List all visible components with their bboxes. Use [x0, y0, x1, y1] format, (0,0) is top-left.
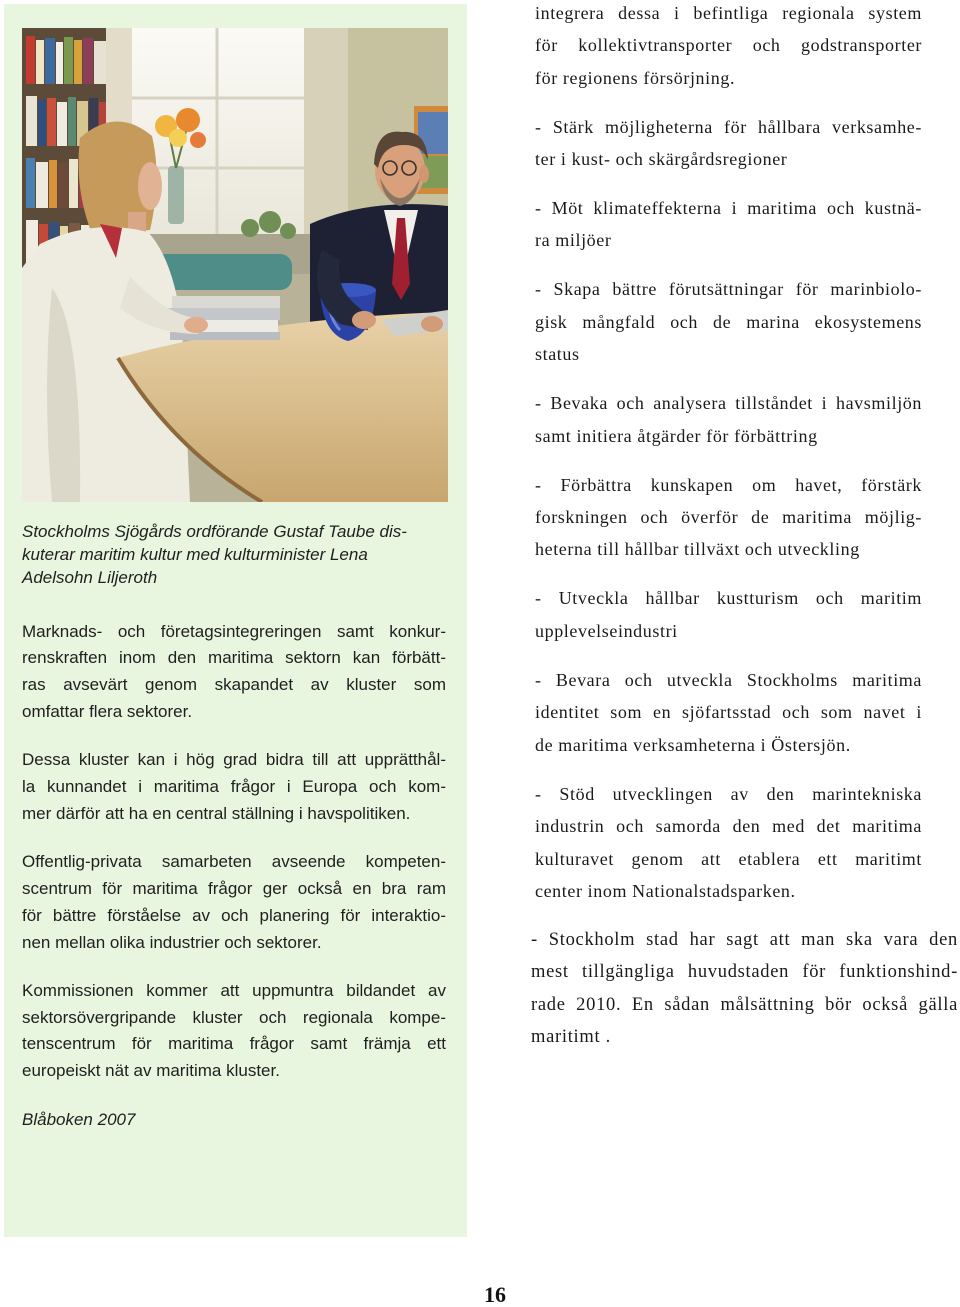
text-line: renskraften inom den maritima sektorn kan förbätt-	[22, 648, 446, 668]
list-item	[535, 664, 922, 761]
paragraph	[22, 978, 446, 1085]
list-item	[535, 387, 922, 452]
text-line: Dessa kluster kan i hög grad bidra till att upprätthål-	[22, 750, 446, 770]
book	[36, 162, 48, 208]
left-column-body	[22, 619, 446, 1134]
text-line: - Stöd utvecklingen av den marintekniska	[535, 783, 922, 804]
book	[56, 42, 63, 84]
text-line: - Stockholm stad har sagt att man ska vara den	[531, 929, 958, 950]
man-hand	[352, 311, 376, 329]
book	[74, 40, 82, 84]
text-line: - Möt klimateffekterna i maritima och kustnä-	[535, 198, 922, 219]
book	[68, 97, 76, 146]
paragraph	[535, 0, 922, 94]
list-item	[531, 924, 958, 1054]
book	[69, 159, 78, 208]
caption-line: kuterar maritim kultur med kulturminister Lena	[22, 544, 368, 564]
text-line: de maritima verksamheterna i Östersjön.	[535, 734, 851, 755]
text-line: industrin och samorda den med det maritima	[535, 816, 922, 837]
man-hand	[421, 316, 443, 332]
text-line: - Skapa bättre förutsättningar för marinbiolo-	[535, 279, 922, 300]
woman-face	[138, 162, 162, 210]
book	[57, 102, 67, 146]
text-line: ter i kust- och skärgårdsregioner	[535, 149, 788, 170]
text-line: sektorsövergripande kluster och regionala kompe-	[22, 1007, 446, 1027]
caption-line: Adelsohn Liljeroth	[22, 567, 158, 587]
books-row-1	[26, 36, 106, 84]
list-item	[535, 192, 922, 257]
caption-line: Stockholms Sjögårds ordförande Gustaf Taube dis-	[22, 521, 407, 541]
plant	[259, 211, 281, 233]
list-item	[535, 582, 922, 647]
list-item	[535, 273, 922, 370]
list-item	[535, 469, 922, 566]
book	[49, 160, 57, 208]
book	[172, 296, 280, 308]
text-line: - Utveckla hållbar kustturism och maritim	[535, 588, 922, 609]
text-line: scentrum för maritima frågor ger också en bra ram	[22, 878, 446, 898]
text-line: gisk mångfald och de marina ekosystemens	[535, 311, 922, 332]
paragraph	[22, 619, 446, 726]
book	[26, 158, 35, 208]
list-item	[535, 111, 922, 176]
text-line: nen mellan olika industrier och sektorer.	[22, 932, 322, 952]
text-line: - Förbättra kunskapen om havet, förstärk	[535, 474, 922, 495]
man-ear	[419, 165, 429, 183]
text-line: maritimt .	[531, 1027, 611, 1048]
source-citation: Blåboken 2007	[22, 1109, 136, 1129]
text-line: - Bevaka och analysera tillståndet i havsmiljön	[535, 393, 922, 414]
text-line: identitet som en sjöfartsstad och som navet i	[535, 702, 922, 723]
woman-hand	[184, 317, 208, 333]
text-line: Offentlig-privata samarbeten avseende kompeten-	[22, 852, 446, 872]
text-line: Kommissionen kommer att uppmuntra bildandet av	[22, 980, 446, 1000]
book	[47, 98, 56, 146]
book	[36, 40, 44, 84]
text-line: status	[535, 344, 580, 365]
vase	[168, 166, 184, 224]
text-line: för bättre förståelse av och planering för interaktio-	[22, 905, 446, 925]
meeting-photo	[22, 28, 448, 502]
text-line: tenscentrum för maritima frågor samt främja ett	[22, 1034, 446, 1054]
text-line: ra miljöer	[535, 230, 612, 251]
plant	[280, 223, 296, 239]
paragraph	[22, 747, 446, 827]
flower	[169, 129, 187, 147]
book	[83, 38, 93, 84]
text-line: heterna till hållbar tillväxt och utveckling	[535, 539, 860, 560]
flower	[176, 108, 200, 132]
book	[94, 41, 106, 84]
text-line: ras avsevärt genom skapandet av kluster som	[22, 675, 446, 695]
text-line: center inom Nationalstadsparken.	[535, 880, 796, 901]
right-column-body	[531, 0, 958, 1070]
list-item	[535, 778, 922, 908]
text-line: kulturavet genom att etablera ett maritimt	[535, 848, 922, 869]
book	[26, 36, 35, 84]
text-line: för kollektivtransporter och godstransporter	[535, 35, 922, 56]
text-line: omfattar flera sektorer.	[22, 701, 193, 721]
text-line: europeiskt nät av maritima kluster.	[22, 1061, 280, 1081]
book	[26, 96, 37, 146]
paragraph	[22, 849, 446, 956]
book	[38, 100, 46, 146]
text-line: rade 2010. En sådan målsättning bör också gälla	[531, 994, 958, 1015]
text-line: la kunnandet i maritima frågor i Europa och kom-	[22, 777, 446, 797]
text-line: - Bevara och utveckla Stockholms maritima	[535, 669, 922, 690]
book	[45, 38, 55, 84]
text-line: forskningen och överför de maritima möjlig-	[535, 507, 922, 528]
text-line: - Stärk möjligheterna för hållbara verksamhe-	[535, 116, 922, 137]
text-line: integrera dessa i befintliga regionala system	[535, 2, 922, 23]
text-line: mer därför att ha en central ställning i havspolitiken.	[22, 803, 411, 823]
text-line: mest tillgängliga huvudstaden för funktionshind-	[531, 962, 958, 983]
photo-caption	[22, 520, 446, 589]
plant	[241, 219, 259, 237]
flower	[190, 132, 206, 148]
text-line: för regionens försörjning.	[535, 67, 736, 88]
text-line: upplevelseindustri	[535, 620, 678, 641]
page-number: 16	[484, 1282, 506, 1307]
book	[58, 163, 68, 208]
text-line: samt initiera åtgärder för förbättring	[535, 425, 818, 446]
text-line: Marknads- och företagsintegreringen samt konkur-	[22, 621, 446, 641]
book	[64, 37, 73, 84]
